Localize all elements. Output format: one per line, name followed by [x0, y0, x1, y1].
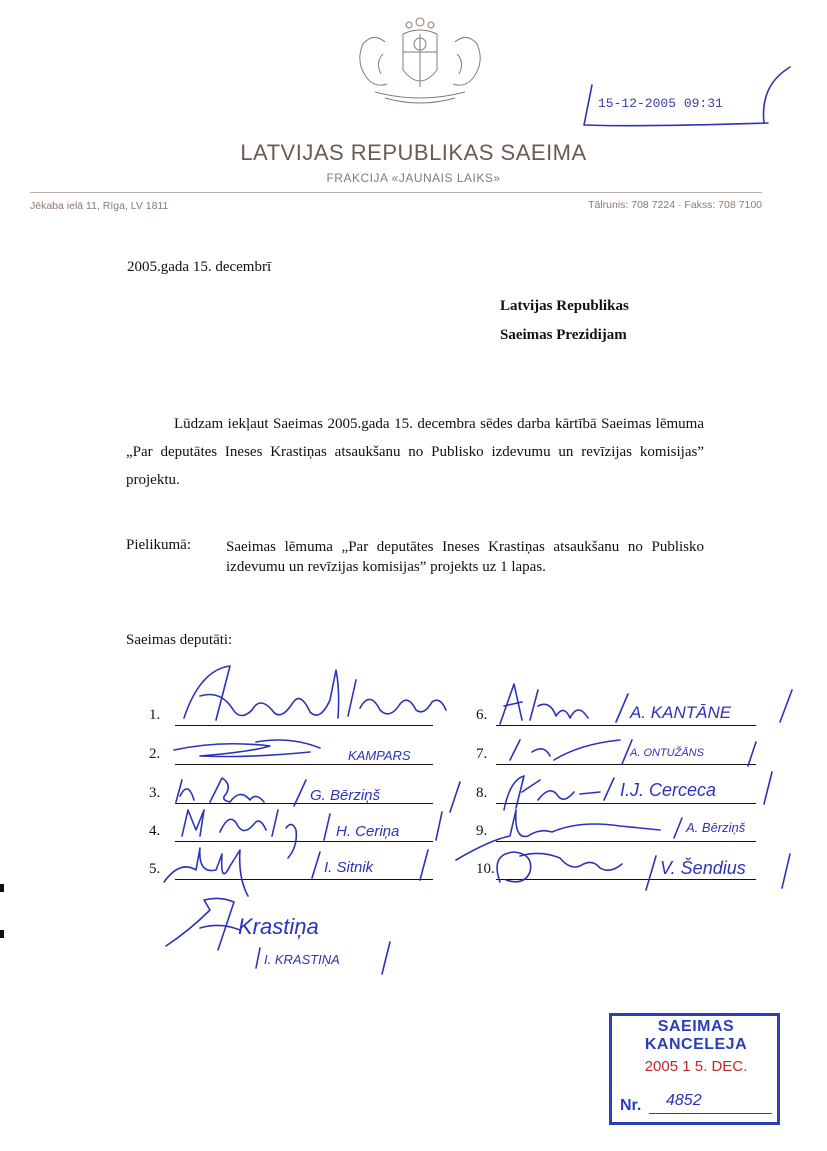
signature-number: 2.: [149, 746, 161, 762]
signature-number: 1.: [149, 707, 161, 723]
attachment-text: Saeimas lēmuma „Par deputātes Ineses Krastiņas atsaukšanu no Publisko izdevumu un revīzijas komisijas” projekts uz 1 lapas.: [226, 539, 704, 575]
signature-2: [174, 740, 411, 763]
address-text: Jēkaba ielā 11, Rīga, LV 1811: [30, 200, 169, 212]
kanceleja-stamp-nr-label: Nr.: [620, 1097, 642, 1114]
recipient-line-2: Saeimas Prezidijam: [500, 327, 627, 343]
signature-5-name: I. Sitnik: [324, 859, 374, 876]
signature-6-name: A. KANTĀNE: [630, 703, 732, 722]
signature-number: 4.: [149, 823, 161, 839]
scan-margin-mark: [0, 884, 4, 892]
signature-10-name: V. Šendius: [660, 858, 746, 878]
signature-krastina: [166, 898, 390, 974]
signature-7: [510, 740, 756, 766]
letter-body: Lūdzam iekļaut Saeimas 2005.gada 15. decembra sēdes darba kārtībā Saeimas lēmuma „Par deputātes Ineses Krastiņas atsaukšanu no Publisko izdevumu un revīzijas komisijas” projektu.: [126, 416, 704, 488]
signature-7-name: A. ONTUŽĀNS: [630, 747, 704, 759]
signature-3: [176, 778, 460, 812]
signature-6: [500, 684, 792, 724]
org-subtitle: FRAKCIJA «JAUNAIS LAIKS»: [326, 171, 501, 185]
signature-10: [497, 852, 790, 890]
letter-date: 2005.gada 15. decembrī: [127, 259, 272, 275]
kanceleja-stamp-date: 2005 1 5. DEC.: [644, 1058, 748, 1075]
signature-krastina-caption: I. KRASTIŅA: [264, 952, 340, 967]
coat-of-arms-icon: [345, 12, 495, 108]
deputies-label: Saeimas deputāti:: [126, 632, 233, 648]
contacts-text: Tālrunis: 708 7224 · Fakss: 708 7100: [588, 199, 762, 211]
signature-9: [456, 810, 746, 860]
signature-4-name: H. Ceriņa: [336, 823, 400, 840]
header-divider: [30, 192, 762, 193]
signature-number: 5.: [149, 861, 161, 877]
signature-krastina-name: Krastiņa: [238, 914, 319, 939]
signature-1: [184, 666, 446, 720]
signature-4: [182, 810, 442, 858]
signature-number: 6.: [476, 707, 488, 723]
signature-number: 7.: [476, 746, 488, 762]
org-title: LATVIJAS REPUBLIKAS SAEIMA: [240, 140, 587, 165]
signature-9-name: A. Bērziņš: [686, 820, 746, 835]
signature-3-name: G. Bērziņš: [310, 787, 381, 804]
signature-number: 10.: [476, 861, 495, 877]
handwritten-signatures: [160, 660, 810, 980]
signature-5: [164, 848, 428, 896]
received-stamp-text: 15-12-2005 09:31: [598, 96, 723, 111]
scan-margin-mark: [0, 930, 4, 938]
kanceleja-stamp-nr-line: [649, 1113, 772, 1114]
signature-number: 3.: [149, 785, 161, 801]
signature-2-name: KAMPARS: [348, 748, 411, 763]
kanceleja-stamp-title: SAEIMAS KANCELEJA: [644, 1018, 748, 1053]
kanceleja-stamp-nr-value: 4852: [666, 1092, 702, 1109]
recipient-line-1: Latvijas Republikas: [500, 298, 629, 314]
signature-8-name: I.J. Cerceca: [620, 780, 717, 800]
attachment-label: Pielikumā:: [126, 537, 191, 553]
signature-number: 9.: [476, 823, 488, 839]
signature-8: [504, 772, 772, 810]
signature-number: 8.: [476, 785, 488, 801]
